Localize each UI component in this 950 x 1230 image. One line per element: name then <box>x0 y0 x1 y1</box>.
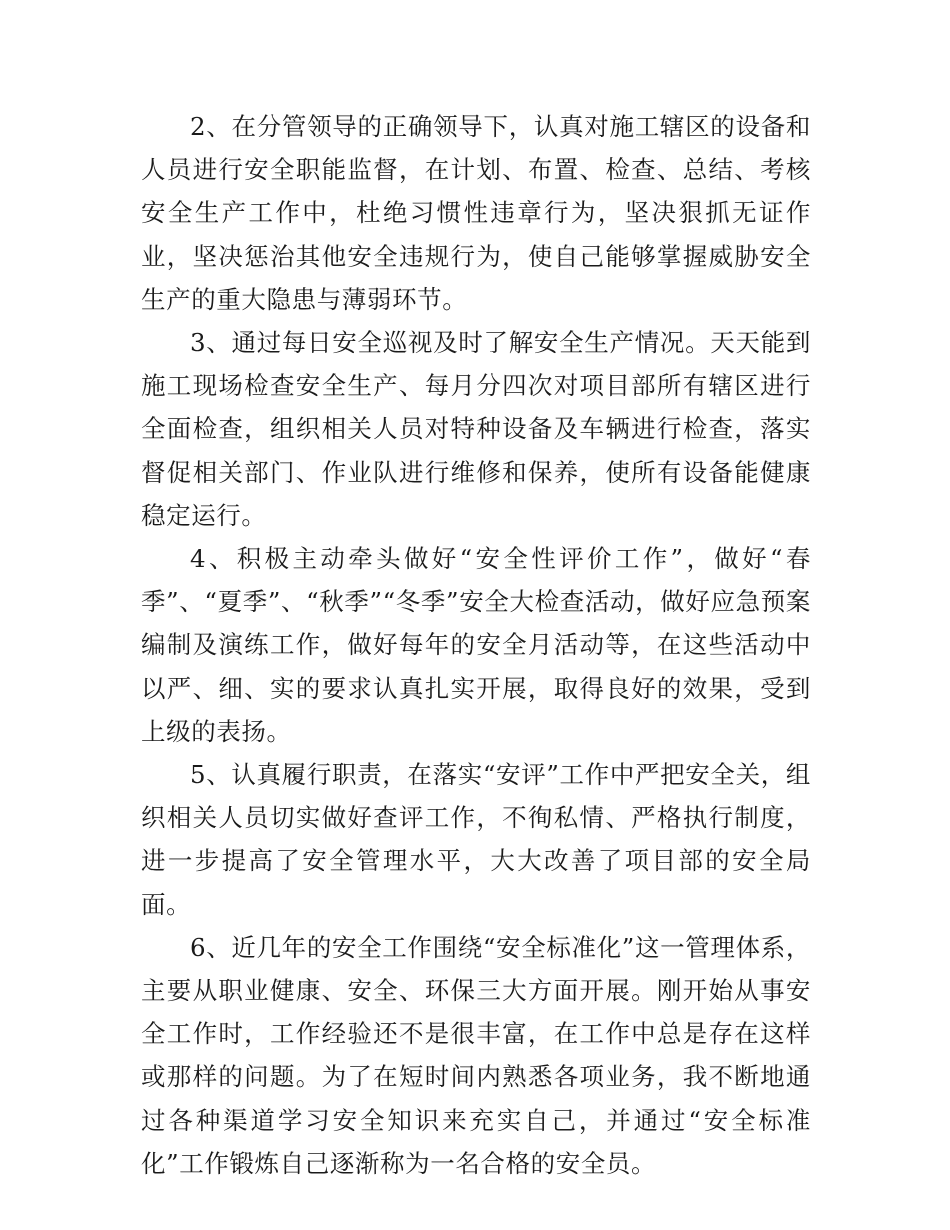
paragraph-item-5: 5、认真履行职责，在落实“安评”工作中严把安全关，组织相关人员切实做好查评工作，不徇私情、严格执行制度，进一步提高了安全管理水平，大大改善了项目部的安全局面。 <box>141 760 811 919</box>
paragraph-item-6: 6、近几年的安全工作围绕“安全标准化”这一管理体系，主要从职业健康、安全、环保三大方面开展。刚开始从事安全工作时，工作经验还不是很丰富，在工作中总是存在这样或那样的问题。为了在短时间内熟悉各项业务，我不断地通过各种渠道学习安全知识来充实自己，并通过“安全标准化”工作锻炼自己逐渐称为一名合格的安全员。 <box>141 932 811 1178</box>
paragraph-item-4: 4、积极主动牵头做好“安全性评价工作”，做好“春季”、“夏季”、“秋季”“冬季”安全大检查活动，做好应急预案编制及演练工作，做好每年的安全月活动等，在这些活动中以严、细、实的要求认真扎实开展，取得良好的效果，受到上级的表扬。 <box>141 544 811 746</box>
document-body <box>141 105 811 1185</box>
paragraph-item-2: 2、在分管领导的正确领导下，认真对施工辖区的设备和人员进行安全职能监督，在计划、布置、检查、总结、考核安全生产工作中，杜绝习惯性违章行为，坚决狠抓无证作业，坚决惩治其他安全违规行为，使自己能够掌握威胁安全生产的重大隐患与薄弱环节。 <box>141 112 811 314</box>
paragraph-item-3: 3、通过每日安全巡视及时了解安全生产情况。天天能到施工现场检查安全生产、每月分四次对项目部所有辖区进行全面检查，组织相关人员对特种设备及车辆进行检查，落实督促相关部门、作业队进行维修和保养，使所有设备能健康稳定运行。 <box>141 328 811 530</box>
